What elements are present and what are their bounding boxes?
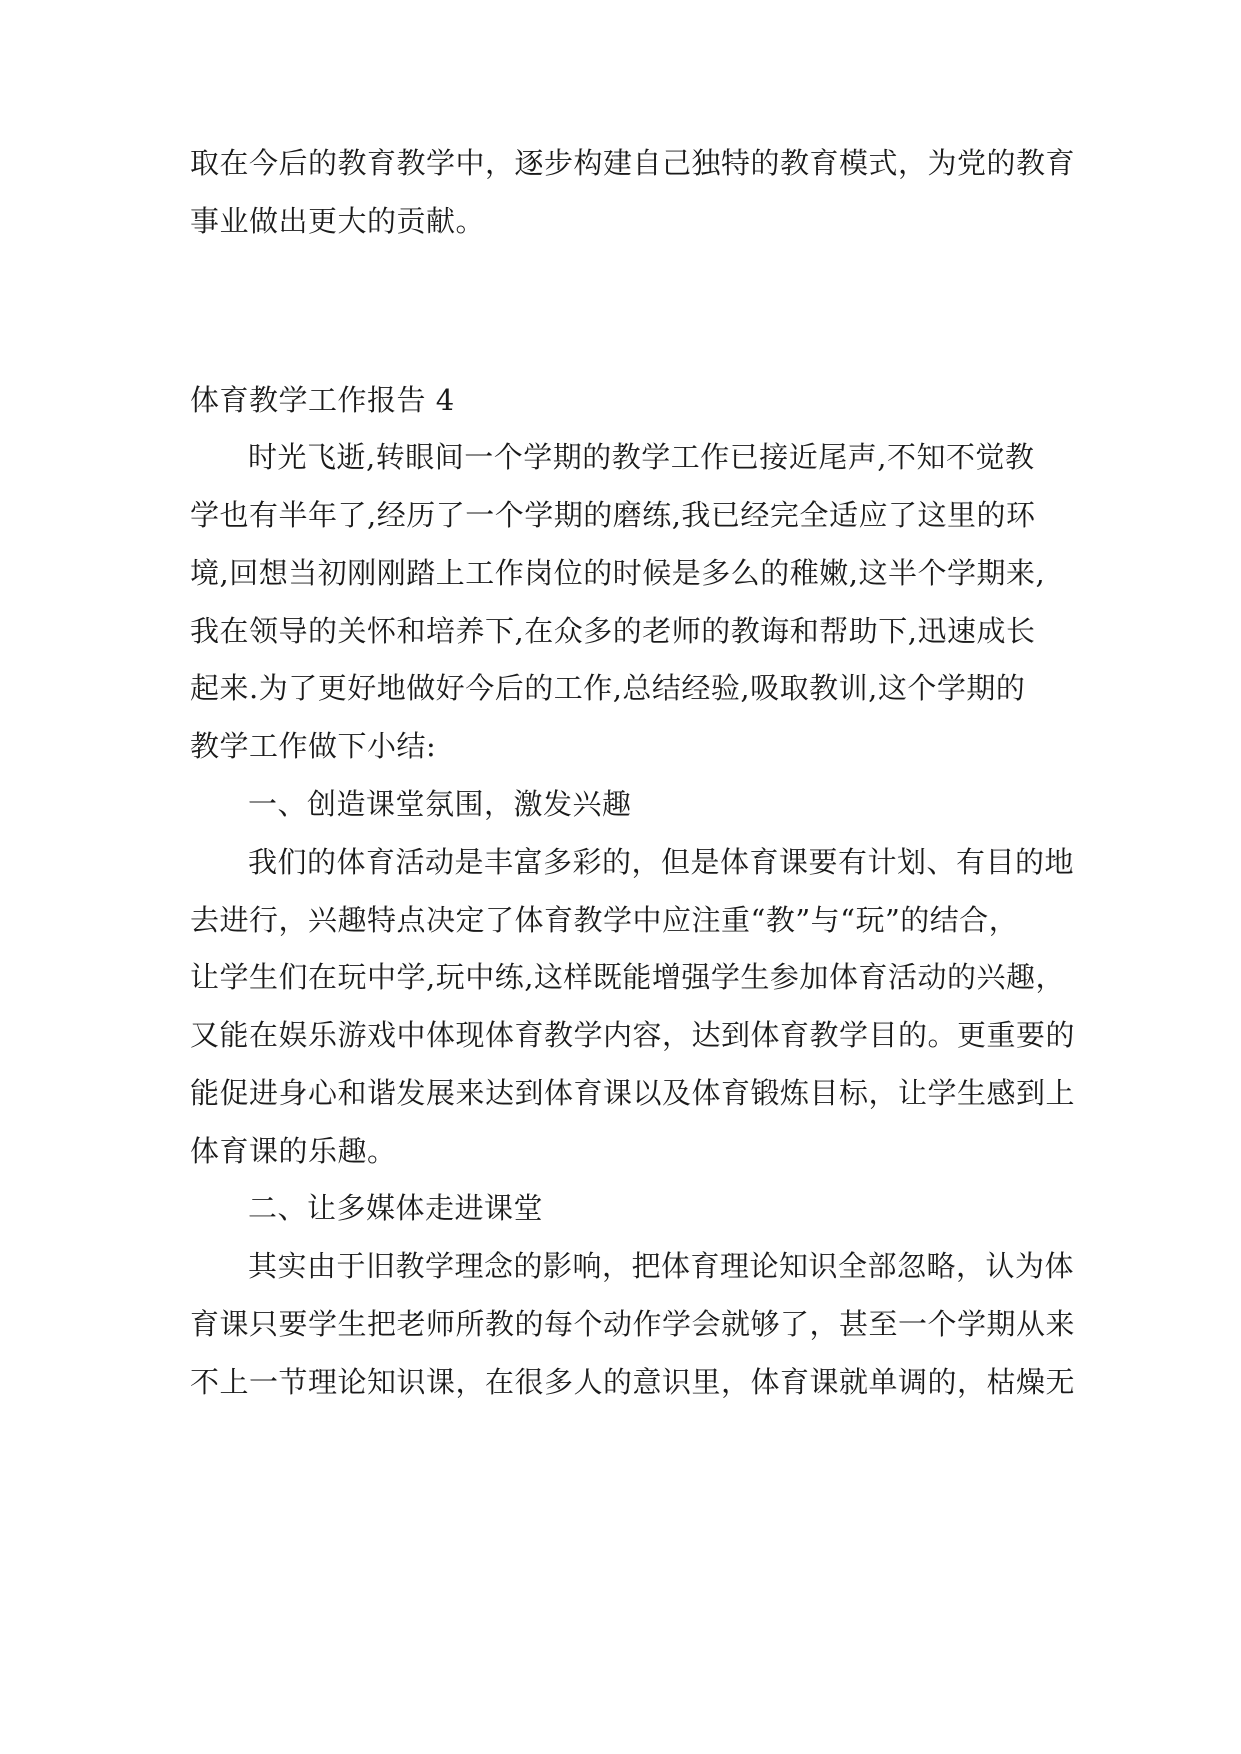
- text-line: 时光飞逝,转眼间一个学期的教学工作已接近尾声,不知不觉教: [248, 440, 1035, 474]
- text-line: 学也有半年了,经历了一个学期的磨练,我已经完全适应了这里的环: [190, 498, 1036, 532]
- text-line: 体育课的乐趣。: [190, 1134, 397, 1168]
- text-line: 不上一节理论知识课，在很多人的意识里，体育课就单调的，枯燥无: [190, 1365, 1076, 1399]
- text-line: 让学生们在玩中学,玩中练,这样既能增强学生参加体育活动的兴趣，: [190, 960, 1065, 994]
- text-line: 我们的体育活动是丰富多彩的，但是体育课要有计划、有目的地: [248, 845, 1075, 879]
- text-line: 取在今后的教育教学中，逐步构建自己独特的教育模式，为党的教育: [190, 146, 1076, 180]
- text-line: 去进行，兴趣特点决定了体育教学中应注重“教”与“玩”的结合，: [190, 903, 1019, 937]
- subheading: 二、让多媒体走进课堂: [248, 1191, 544, 1225]
- text-line: 育课只要学生把老师所教的每个动作学会就够了，甚至一个学期从来: [190, 1307, 1076, 1341]
- text-line: 事业做出更大的贡献。: [190, 204, 486, 238]
- text-line: 境,回想当初刚刚踏上工作岗位的时候是多么的稚嫩,这半个学期来,: [190, 556, 1046, 590]
- text-line: 起来.为了更好地做好今后的工作,总结经验,吸取教训,这个学期的: [190, 671, 1026, 705]
- text-line: 我在领导的关怀和培养下,在众多的老师的教诲和帮助下,迅速成长: [190, 614, 1036, 648]
- text-line: 其实由于旧教学理念的影响，把体育理论知识全部忽略，认为体: [248, 1249, 1075, 1283]
- section-title: 体育教学工作报告 4: [190, 383, 455, 417]
- subheading: 一、创造课堂氛围，激发兴趣: [248, 787, 632, 821]
- text-line: 又能在娱乐游戏中体现体育教学内容，达到体育教学目的。更重要的: [190, 1018, 1076, 1052]
- text-line: 能促进身心和谐发展来达到体育课以及体育锻炼目标，让学生感到上: [190, 1076, 1076, 1110]
- text-line: 教学工作做下小结:: [190, 729, 437, 763]
